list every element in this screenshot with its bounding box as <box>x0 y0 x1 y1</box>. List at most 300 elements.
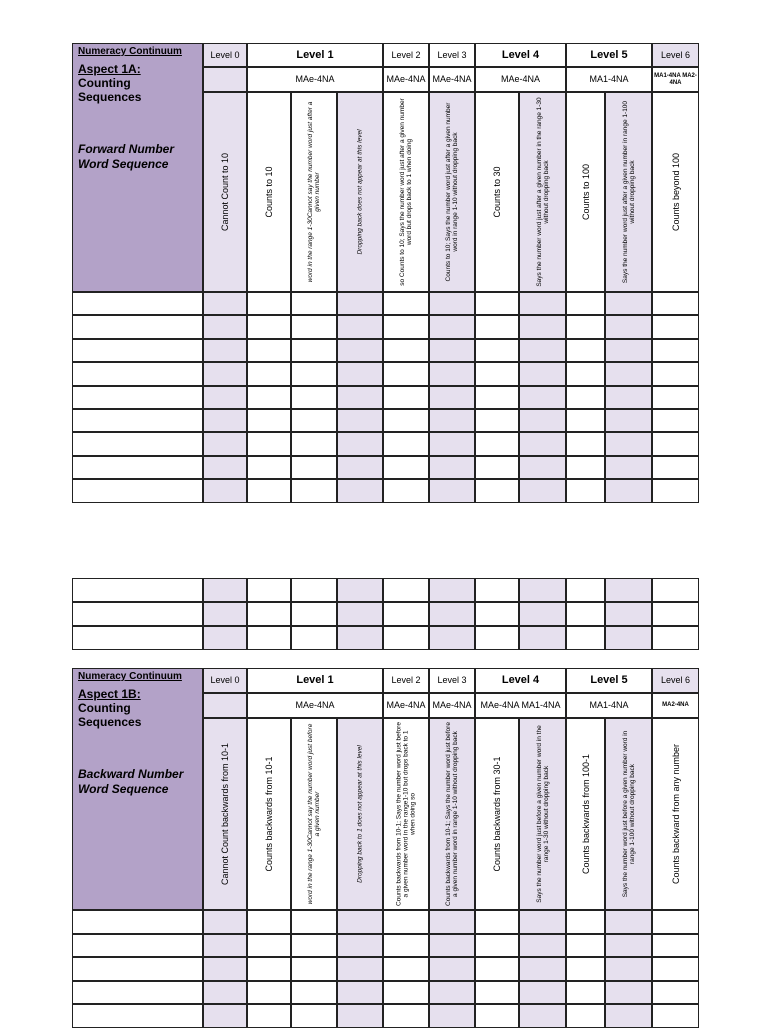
assessment-cell[interactable] <box>519 910 566 934</box>
code-cell-blank <box>203 67 247 92</box>
assessment-cell[interactable] <box>652 362 699 385</box>
student-name-cell[interactable] <box>72 339 203 362</box>
curriculum-code: MAe-4NA <box>432 700 472 710</box>
assessment-cell[interactable] <box>337 981 383 1005</box>
assessment-cell[interactable] <box>605 934 652 958</box>
level-label: Level 4 <box>501 674 540 686</box>
assessment-cell[interactable] <box>605 578 652 602</box>
assessment-cell[interactable] <box>519 339 566 362</box>
assessment-cell[interactable] <box>337 626 383 650</box>
assessment-cell[interactable] <box>566 479 605 502</box>
assessment-cell[interactable] <box>519 578 566 602</box>
student-name-cell[interactable] <box>72 292 203 315</box>
assessment-cell[interactable] <box>429 602 475 626</box>
assessment-cell[interactable] <box>566 386 605 409</box>
curriculum-code: MA2-4NA <box>662 702 689 708</box>
assessment-cell[interactable] <box>519 409 566 432</box>
assessment-cell[interactable] <box>475 315 519 338</box>
descriptor-text: Says the number word just before a given number word in range 1-100 without dropping back <box>621 730 636 898</box>
level-header-1 <box>247 668 383 693</box>
assessment-cell[interactable] <box>475 339 519 362</box>
assessment-cell[interactable] <box>519 292 566 315</box>
assessment-cell[interactable] <box>566 981 605 1005</box>
assessment-cell[interactable] <box>291 432 337 455</box>
assessment-cell[interactable] <box>566 339 605 362</box>
level-label: Level 1 <box>296 48 334 61</box>
level-header-4 <box>475 668 566 693</box>
descriptor-text: Counts backwards from 100-1 <box>580 753 591 875</box>
assessment-cell[interactable] <box>605 315 652 338</box>
assessment-cell[interactable] <box>291 479 337 502</box>
student-name-cell[interactable] <box>72 479 203 502</box>
curriculum-code: MA1-4NA <box>589 700 629 710</box>
assessment-cell[interactable] <box>519 602 566 626</box>
assessment-cell[interactable] <box>203 315 247 338</box>
student-name-cell[interactable] <box>72 432 203 455</box>
assessment-cell[interactable] <box>383 578 429 602</box>
assessment-cell[interactable] <box>337 432 383 455</box>
assessment-cell[interactable] <box>605 362 652 385</box>
descriptor-cell-4 <box>383 718 429 910</box>
assessment-cell[interactable] <box>247 578 291 602</box>
assessment-cell[interactable] <box>429 315 475 338</box>
assessment-cell[interactable] <box>291 292 337 315</box>
aspect-description: Backward Number Word Sequence <box>78 767 184 796</box>
level-label: Level 2 <box>391 49 421 60</box>
assessment-cell[interactable] <box>652 339 699 362</box>
curriculum-code-cell <box>652 693 699 718</box>
descriptor-text: Says the number word just before a given number word in the range 1-30 without dropping back <box>535 725 550 903</box>
assessment-cell[interactable] <box>566 432 605 455</box>
assessment-cell[interactable] <box>337 934 383 958</box>
assessment-cell[interactable] <box>429 578 475 602</box>
descriptor-text: Says the number word just after a given number in the range 1-30 without dropping back <box>535 97 550 287</box>
assessment-cell[interactable] <box>247 910 291 934</box>
level-label: Level 5 <box>590 674 628 686</box>
assessment-cell[interactable] <box>566 957 605 981</box>
assessment-cell[interactable] <box>605 981 652 1005</box>
assessment-cell[interactable] <box>566 626 605 650</box>
assessment-cell[interactable] <box>652 981 699 1005</box>
numeracy-continuum-title: Numeracy Continuum <box>78 671 182 682</box>
assessment-cell[interactable] <box>337 339 383 362</box>
level-label: Level 0 <box>210 675 240 685</box>
descriptor-cell-8 <box>566 718 605 910</box>
assessment-cell[interactable] <box>337 315 383 338</box>
student-name-cell[interactable] <box>72 578 203 602</box>
assessment-cell[interactable] <box>605 292 652 315</box>
assessment-cell[interactable] <box>247 981 291 1005</box>
level-header-0 <box>203 668 247 693</box>
aspect-description: Forward Number Word Sequence <box>78 142 175 171</box>
assessment-cell[interactable] <box>203 432 247 455</box>
assessment-cell[interactable] <box>605 957 652 981</box>
assessment-cell[interactable] <box>475 578 519 602</box>
descriptor-text: Cannot Count backwards from 10-1 <box>220 742 230 886</box>
code-cell-blank <box>203 693 247 718</box>
assessment-cell[interactable] <box>203 578 247 602</box>
assessment-cell[interactable] <box>605 339 652 362</box>
assessment-cell[interactable] <box>203 409 247 432</box>
assessment-cell[interactable] <box>291 315 337 338</box>
descriptor-text: word in the range 1-30Cannot say the number word just before a given number <box>307 723 321 905</box>
curriculum-code: MAe-4NA <box>432 74 472 84</box>
curriculum-code-cell <box>475 67 566 92</box>
assessment-cell[interactable] <box>605 910 652 934</box>
assessment-cell[interactable] <box>383 981 429 1005</box>
assessment-cell[interactable] <box>337 479 383 502</box>
assessment-cell[interactable] <box>291 934 337 958</box>
assessment-cell[interactable] <box>203 339 247 362</box>
descriptor-text: Counts backwards from 30-1 <box>492 756 502 872</box>
assessment-cell[interactable] <box>475 957 519 981</box>
curriculum-code: MAe-4NA <box>295 700 335 710</box>
assessment-cell[interactable] <box>475 386 519 409</box>
level-label: Level 0 <box>210 49 240 60</box>
descriptor-cell-3 <box>337 92 383 292</box>
level-label: Level 6 <box>660 49 691 60</box>
assessment-cell[interactable] <box>429 362 475 385</box>
descriptor-cell-10 <box>652 92 699 292</box>
assessment-cell[interactable] <box>337 386 383 409</box>
assessment-cell[interactable] <box>475 934 519 958</box>
descriptor-text: Says the number word just after a given number in range 1-100 without dropping back <box>621 100 636 284</box>
assessment-cell[interactable] <box>383 386 429 409</box>
assessment-cell[interactable] <box>383 362 429 385</box>
assessment-cell[interactable] <box>247 292 291 315</box>
descriptor-text: Counts to 30 <box>492 166 502 218</box>
assessment-cell[interactable] <box>383 432 429 455</box>
assessment-cell[interactable] <box>247 386 291 409</box>
curriculum-code-cell <box>383 67 429 92</box>
level-header-6 <box>652 668 699 693</box>
assessment-cell[interactable] <box>291 456 337 479</box>
curriculum-code: MAe-4NA <box>386 74 426 84</box>
curriculum-code: MAe-4NA MA1-4NA <box>480 700 561 710</box>
student-name-cell[interactable] <box>72 409 203 432</box>
assessment-cell[interactable] <box>519 981 566 1005</box>
assessment-cell[interactable] <box>566 362 605 385</box>
curriculum-code: MAe-4NA <box>295 74 335 84</box>
assessment-cell[interactable] <box>475 602 519 626</box>
assessment-cell[interactable] <box>566 602 605 626</box>
descriptor-text: Counts to 10; Says the number word just after a given number word in range 1-10 without dropping back <box>445 102 459 282</box>
curriculum-code-cell <box>247 693 383 718</box>
assessment-cell[interactable] <box>475 479 519 502</box>
level-header-3 <box>429 668 475 693</box>
assessment-cell[interactable] <box>247 479 291 502</box>
descriptor-cell-0 <box>203 92 247 292</box>
student-name-cell[interactable] <box>72 456 203 479</box>
assessment-cell[interactable] <box>475 456 519 479</box>
assessment-cell[interactable] <box>383 910 429 934</box>
assessment-cell[interactable] <box>566 292 605 315</box>
student-name-cell[interactable] <box>72 910 203 934</box>
assessment-cell[interactable] <box>566 934 605 958</box>
descriptor-cell-5 <box>429 718 475 910</box>
assessment-cell[interactable] <box>652 626 699 650</box>
assessment-cell[interactable] <box>337 957 383 981</box>
assessment-cell[interactable] <box>337 292 383 315</box>
descriptor-cell-8 <box>566 92 605 292</box>
curriculum-code-cell <box>566 67 652 92</box>
student-name-cell[interactable] <box>72 957 203 981</box>
level-header-2 <box>383 43 429 67</box>
assessment-cell[interactable] <box>652 957 699 981</box>
level-label: Level 1 <box>296 674 334 686</box>
student-name-cell[interactable] <box>72 981 203 1005</box>
assessment-cell[interactable] <box>247 456 291 479</box>
descriptor-cell-6 <box>475 92 519 292</box>
assessment-cell[interactable] <box>247 339 291 362</box>
assessment-cell[interactable] <box>429 981 475 1005</box>
descriptor-text: Cannot Count to 10 <box>220 152 230 232</box>
curriculum-code-cell <box>383 693 429 718</box>
assessment-cell[interactable] <box>383 602 429 626</box>
level-header-2 <box>383 668 429 693</box>
student-name-cell[interactable] <box>72 386 203 409</box>
curriculum-code: MA1-4NA MA2-4NA <box>654 72 697 86</box>
assessment-cell[interactable] <box>383 339 429 362</box>
curriculum-code-cell <box>566 693 652 718</box>
descriptor-cell-7 <box>519 718 566 910</box>
assessment-cell[interactable] <box>203 981 247 1005</box>
assessment-cell[interactable] <box>383 292 429 315</box>
assessment-cell[interactable] <box>429 934 475 958</box>
assessment-cell[interactable] <box>247 957 291 981</box>
level-header-3 <box>429 43 475 67</box>
assessment-cell[interactable] <box>605 409 652 432</box>
assessment-cell[interactable] <box>519 315 566 338</box>
assessment-cell[interactable] <box>203 957 247 981</box>
numeracy-continuum-title: Numeracy Continuum <box>78 46 182 57</box>
aspect-subtitle: Counting Sequences <box>78 76 142 104</box>
level-header-1 <box>247 43 383 67</box>
descriptor-cell-6 <box>475 718 519 910</box>
assessment-cell[interactable] <box>291 339 337 362</box>
assessment-cell[interactable] <box>605 432 652 455</box>
assessment-cell[interactable] <box>652 432 699 455</box>
table-aspect-1a <box>72 43 699 503</box>
assessment-cell[interactable] <box>652 910 699 934</box>
assessment-cell[interactable] <box>247 409 291 432</box>
assessment-cell[interactable] <box>605 602 652 626</box>
assessment-cell[interactable] <box>383 957 429 981</box>
assessment-cell[interactable] <box>652 315 699 338</box>
assessment-cell[interactable] <box>203 626 247 650</box>
descriptor-text: word in the range 1-30Cannot say the number word just after a given number <box>307 101 321 283</box>
curriculum-code-cell <box>247 67 383 92</box>
descriptor-text: Counts backwards from 10-1 <box>264 756 274 872</box>
curriculum-code-cell <box>475 693 566 718</box>
assessment-cell[interactable] <box>383 456 429 479</box>
assessment-cell[interactable] <box>247 362 291 385</box>
assessment-cell[interactable] <box>383 479 429 502</box>
assessment-cell[interactable] <box>605 386 652 409</box>
student-name-cell[interactable] <box>72 602 203 626</box>
assessment-cell[interactable] <box>475 910 519 934</box>
assessment-cell[interactable] <box>429 339 475 362</box>
assessment-cell[interactable] <box>652 479 699 502</box>
assessment-cell[interactable] <box>475 432 519 455</box>
assessment-cell[interactable] <box>429 386 475 409</box>
descriptor-cell-4 <box>383 92 429 292</box>
assessment-cell[interactable] <box>519 386 566 409</box>
assessment-cell[interactable] <box>291 910 337 934</box>
descriptor-cell-9 <box>605 92 652 292</box>
assessment-cell[interactable] <box>337 910 383 934</box>
assessment-cell[interactable] <box>429 479 475 502</box>
assessment-cell[interactable] <box>247 626 291 650</box>
assessment-cell[interactable] <box>652 409 699 432</box>
descriptor-cell-1 <box>247 92 291 292</box>
assessment-cell[interactable] <box>383 934 429 958</box>
assessment-cell[interactable] <box>203 602 247 626</box>
assessment-cell[interactable] <box>337 409 383 432</box>
aspect-label: Aspect 1A: <box>78 62 141 76</box>
assessment-cell[interactable] <box>429 292 475 315</box>
descriptor-text: Counts backwards from 10-1; Says the number word just before a given number word in range 1-10 without dropping back <box>445 722 459 906</box>
level-header-6 <box>652 43 699 67</box>
assessment-cell[interactable] <box>337 456 383 479</box>
assessment-cell[interactable] <box>566 910 605 934</box>
level-label: Level 6 <box>660 675 691 685</box>
assessment-cell[interactable] <box>429 456 475 479</box>
assessment-cell[interactable] <box>203 292 247 315</box>
level-label: Level 4 <box>501 48 540 61</box>
student-name-cell[interactable] <box>72 934 203 958</box>
aspect-label: Aspect 1B: <box>78 687 141 701</box>
descriptor-text: Counts to 100 <box>580 163 591 221</box>
assessment-cell[interactable] <box>429 910 475 934</box>
assessment-cell[interactable] <box>519 432 566 455</box>
assessment-cell[interactable] <box>247 934 291 958</box>
assessment-cell[interactable] <box>203 934 247 958</box>
descriptor-text: Counts backwards from 10-1; Says the number word just before a given number word in the range1-10 but drops back to 1 when doing so <box>395 722 417 906</box>
curriculum-code: MA1-4NA <box>589 74 629 84</box>
descriptor-cell-2 <box>291 718 337 910</box>
curriculum-code: MAe-4NA <box>386 700 426 710</box>
assessment-cell[interactable] <box>566 409 605 432</box>
assessment-cell[interactable] <box>475 409 519 432</box>
assessment-cell[interactable] <box>291 409 337 432</box>
curriculum-code-cell <box>429 693 475 718</box>
assessment-cell[interactable] <box>337 362 383 385</box>
assessment-cell[interactable] <box>605 626 652 650</box>
assessment-cell[interactable] <box>203 386 247 409</box>
level-header-5 <box>566 668 652 693</box>
descriptor-cell-0 <box>203 718 247 910</box>
assessment-cell[interactable] <box>203 479 247 502</box>
assessment-cell[interactable] <box>203 456 247 479</box>
descriptor-text: Dropping back to 1 does not appear at this level <box>356 745 364 883</box>
level-header-5 <box>566 43 652 67</box>
assessment-cell[interactable] <box>605 456 652 479</box>
descriptor-cell-2 <box>291 92 337 292</box>
assessment-cell[interactable] <box>291 578 337 602</box>
student-name-cell[interactable] <box>72 626 203 650</box>
assessment-cell[interactable] <box>566 456 605 479</box>
table-aspect-1b <box>72 668 699 1024</box>
assessment-cell[interactable] <box>383 409 429 432</box>
assessment-cell[interactable] <box>652 578 699 602</box>
assessment-cell[interactable] <box>429 409 475 432</box>
level-label: Level 3 <box>437 49 467 60</box>
assessment-cell[interactable] <box>291 386 337 409</box>
level-label: Level 2 <box>391 675 421 685</box>
assessment-cell[interactable] <box>383 315 429 338</box>
aspect-title-cell <box>72 43 203 292</box>
assessment-cell[interactable] <box>519 957 566 981</box>
assessment-cell[interactable] <box>247 315 291 338</box>
assessment-cell[interactable] <box>475 362 519 385</box>
assessment-cell[interactable] <box>475 981 519 1005</box>
assessment-cell[interactable] <box>429 432 475 455</box>
descriptor-cell-3 <box>337 718 383 910</box>
descriptor-cell-7 <box>519 92 566 292</box>
assessment-cell[interactable] <box>291 362 337 385</box>
assessment-cell[interactable] <box>519 362 566 385</box>
assessment-cell[interactable] <box>429 957 475 981</box>
assessment-cell[interactable] <box>291 981 337 1005</box>
assessment-cell[interactable] <box>519 626 566 650</box>
table-aspect-1a-continued <box>72 578 699 651</box>
assessment-cell[interactable] <box>291 602 337 626</box>
assessment-cell[interactable] <box>475 626 519 650</box>
assessment-cell[interactable] <box>291 626 337 650</box>
level-header-0 <box>203 43 247 67</box>
assessment-cell[interactable] <box>605 479 652 502</box>
assessment-cell[interactable] <box>203 910 247 934</box>
assessment-cell[interactable] <box>247 432 291 455</box>
assessment-cell[interactable] <box>652 292 699 315</box>
assessment-cell[interactable] <box>652 456 699 479</box>
student-name-cell[interactable] <box>72 315 203 338</box>
descriptor-text: Counts to 10 <box>264 166 274 218</box>
assessment-cell[interactable] <box>383 626 429 650</box>
descriptor-text: Dropping back does not appear at this level <box>356 129 364 255</box>
aspect-title-cell <box>72 668 203 910</box>
aspect-subtitle: Counting Sequences <box>78 701 142 729</box>
assessment-cell[interactable] <box>475 292 519 315</box>
descriptor-text: Counts backward from any number <box>670 743 681 885</box>
assessment-cell[interactable] <box>652 934 699 958</box>
assessment-cell[interactable] <box>291 957 337 981</box>
assessment-cell[interactable] <box>337 602 383 626</box>
curriculum-code-cell <box>429 67 475 92</box>
descriptor-text: Counts beyond 100 <box>670 152 681 232</box>
assessment-cell[interactable] <box>429 626 475 650</box>
assessment-cell[interactable] <box>519 456 566 479</box>
assessment-cell[interactable] <box>519 479 566 502</box>
assessment-cell[interactable] <box>566 315 605 338</box>
assessment-cell[interactable] <box>652 602 699 626</box>
level-label: Level 5 <box>590 48 628 61</box>
descriptor-cell-10 <box>652 718 699 910</box>
curriculum-code-cell <box>652 67 699 92</box>
assessment-cell[interactable] <box>566 578 605 602</box>
assessment-cell[interactable] <box>247 602 291 626</box>
descriptor-text: so Counts to 10; Says the number word just after a given number word but drops back to 1 when doing <box>399 98 413 286</box>
student-name-cell[interactable] <box>72 362 203 385</box>
descriptor-cell-5 <box>429 92 475 292</box>
curriculum-code: MAe-4NA <box>500 74 540 84</box>
assessment-cell[interactable] <box>519 934 566 958</box>
assessment-cell[interactable] <box>652 386 699 409</box>
level-header-4 <box>475 43 566 67</box>
assessment-cell[interactable] <box>337 578 383 602</box>
assessment-cell[interactable] <box>203 362 247 385</box>
